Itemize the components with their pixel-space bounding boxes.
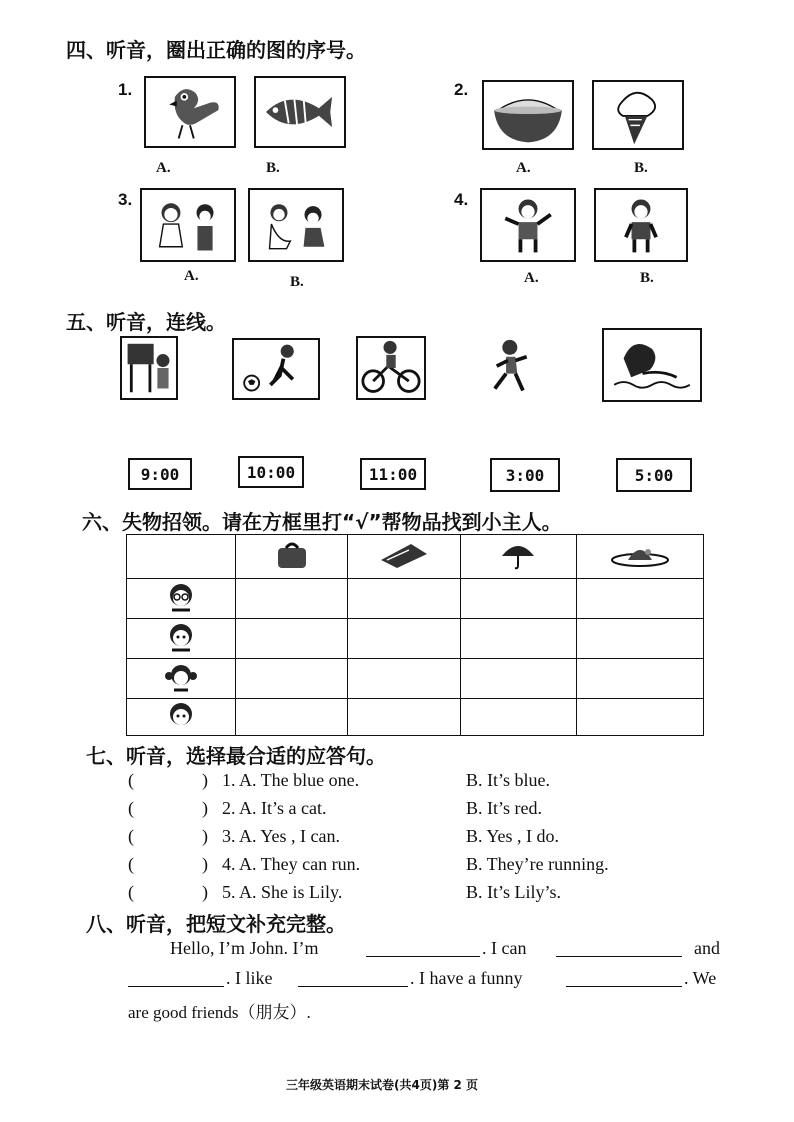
answer-paren-open[interactable]: ( (128, 854, 134, 874)
option-label: A. (516, 160, 531, 176)
section8-title: 八、听音，把短文补充完整。 (86, 912, 346, 936)
answer-paren-close: ) (202, 854, 208, 874)
answer-paren-open[interactable]: ( (128, 826, 134, 846)
fill-blank[interactable] (298, 970, 408, 987)
answer-paren-open[interactable]: ( (128, 882, 134, 902)
check-cell[interactable] (347, 579, 460, 619)
check-cell[interactable] (461, 659, 576, 699)
fill-blank[interactable] (128, 970, 224, 987)
passage-text: . I can (482, 938, 527, 958)
answer-paren-close: ) (202, 798, 208, 818)
question-option-b: B. Yes , I do. (466, 826, 560, 846)
check-cell[interactable] (461, 699, 576, 736)
answer-paren-close: ) (202, 826, 208, 846)
check-cell[interactable] (461, 619, 576, 659)
page-footer: 三年级英语期末试卷(共4页)第 2 页 (286, 1078, 479, 1092)
swimming-icon[interactable] (602, 328, 702, 402)
football-icon[interactable] (232, 338, 320, 400)
time-box[interactable]: 10:00 (238, 456, 304, 488)
option-label: A. (184, 268, 199, 284)
check-cell[interactable] (461, 579, 576, 619)
passage-text: Hello, I’m John. I’m (170, 938, 319, 958)
check-cell[interactable] (236, 619, 347, 659)
option-label: B. (266, 160, 280, 176)
book-icon (347, 535, 460, 579)
girl-pigtails-icon (127, 659, 236, 699)
section4-title: 四、听音，圈出正确的图的序号。 (66, 38, 366, 62)
question-option-a: 2. A. It’s a cat. (222, 798, 327, 818)
drawing-icon[interactable] (120, 336, 178, 400)
girl-boy-standing-icon[interactable] (140, 188, 236, 262)
check-cell[interactable] (347, 659, 460, 699)
boy-arms-up-icon[interactable] (480, 188, 576, 262)
item-number: 4. (454, 190, 469, 209)
question-option-b: B. They’re running. (466, 854, 609, 874)
time-box[interactable]: 9:00 (128, 458, 192, 490)
fill-blank[interactable] (566, 970, 682, 987)
check-cell[interactable] (576, 579, 703, 619)
passage-text: are good friends（朋友）. (128, 1003, 311, 1022)
item-number: 1. (118, 80, 133, 99)
bike-riding-icon[interactable] (356, 336, 426, 400)
girl-icon (127, 699, 236, 736)
option-label: B. (634, 160, 648, 176)
answer-paren-open[interactable]: ( (128, 770, 134, 790)
corner-cell (127, 535, 236, 579)
passage-text: . I like (226, 968, 273, 988)
answer-paren-close: ) (202, 770, 208, 790)
ice-cream-icon[interactable] (592, 80, 684, 150)
rice-bowl-icon[interactable] (482, 80, 574, 150)
passage-text: and (694, 938, 720, 958)
check-cell[interactable] (576, 659, 703, 699)
question-option-a: 1. A. The blue one. (222, 770, 360, 790)
girl-boy-sitting-icon[interactable] (248, 188, 344, 262)
time-box[interactable]: 3:00 (490, 458, 560, 492)
option-label: B. (290, 274, 304, 290)
bag-icon (236, 535, 347, 579)
check-cell[interactable] (576, 699, 703, 736)
bird-icon[interactable] (144, 76, 236, 148)
option-label: B. (640, 270, 654, 286)
question-option-b: B. It’s red. (466, 798, 542, 818)
option-label: A. (156, 160, 171, 176)
umbrella-icon (461, 535, 576, 579)
passage-text: . We (684, 968, 717, 988)
check-cell[interactable] (576, 619, 703, 659)
item-number: 2. (454, 80, 469, 99)
question-option-b: B. It’s Lily’s. (466, 882, 562, 902)
section5-title: 五、听音，连线。 (66, 310, 226, 334)
section6-title: 六、失物招领。请在方框里打“√”帮物品找到小主人。 (82, 510, 562, 534)
hat-icon (576, 535, 703, 579)
section7-title: 七、听音，选择最合适的应答句。 (86, 744, 386, 768)
check-cell[interactable] (347, 619, 460, 659)
fish-icon[interactable] (254, 76, 346, 148)
check-cell[interactable] (236, 659, 347, 699)
boy-standing-icon[interactable] (594, 188, 688, 262)
option-label: A. (524, 270, 539, 286)
question-option-b: B. It’s blue. (466, 770, 550, 790)
time-box[interactable]: 5:00 (616, 458, 692, 492)
fill-blank[interactable] (366, 940, 480, 957)
question-option-a: 5. A. She is Lily. (222, 882, 343, 902)
question-option-a: 4. A. They can run. (222, 854, 361, 874)
check-cell[interactable] (236, 579, 347, 619)
fill-blank[interactable] (556, 940, 682, 957)
passage-text: . I have a funny (410, 968, 523, 988)
item-number: 3. (118, 190, 133, 209)
check-cell[interactable] (347, 699, 460, 736)
question-option-a: 3. A. Yes , I can. (222, 826, 341, 846)
boy-icon (127, 619, 236, 659)
running-icon[interactable] (472, 336, 542, 400)
answer-paren-close: ) (202, 882, 208, 902)
boy-glasses-icon (127, 579, 236, 619)
answer-paren-open[interactable]: ( (128, 798, 134, 818)
lost-found-table (126, 534, 704, 736)
time-box[interactable]: 11:00 (360, 458, 426, 490)
check-cell[interactable] (236, 699, 347, 736)
